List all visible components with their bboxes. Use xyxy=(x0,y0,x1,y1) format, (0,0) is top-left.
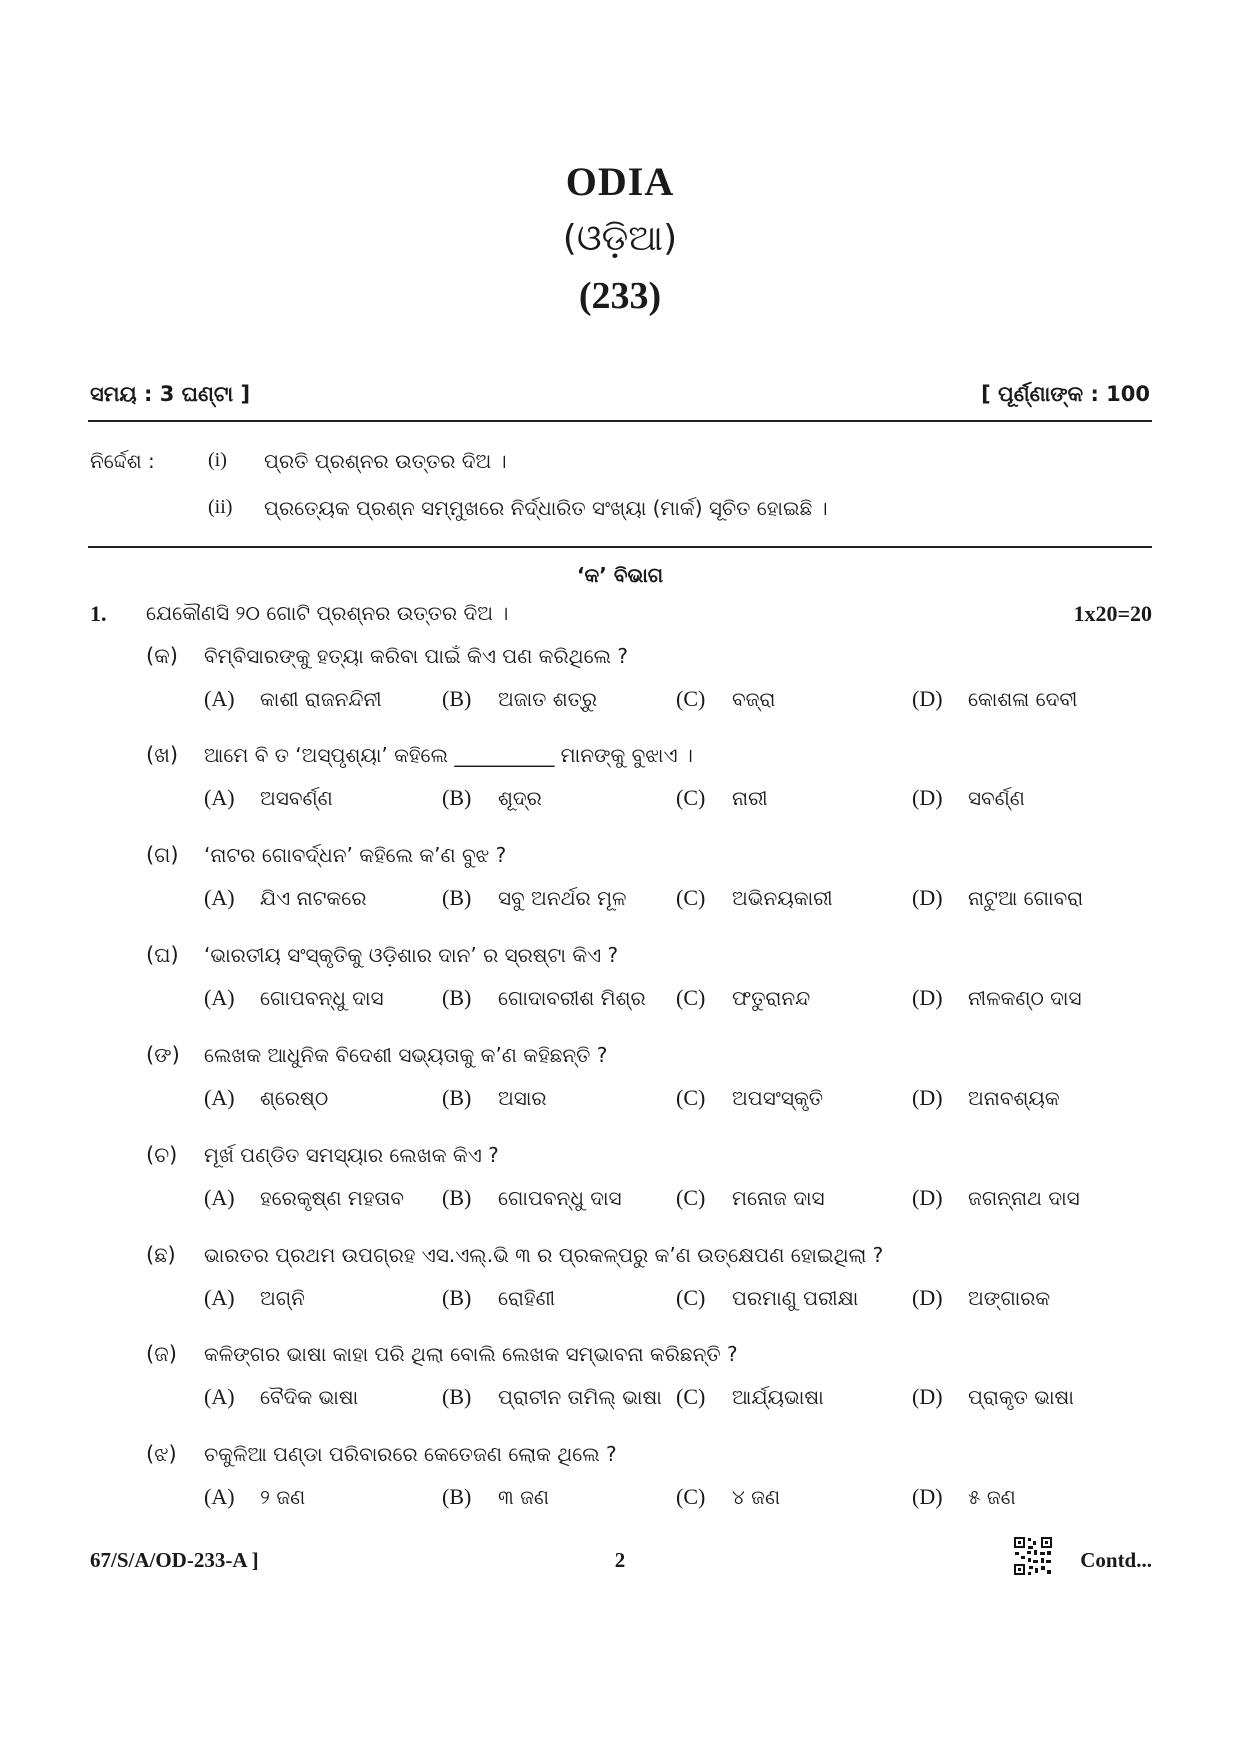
option-d: (D) ଅନାବଶ୍ୟକ xyxy=(912,1085,1060,1110)
option-c: (C) ୪ ଜଣ xyxy=(676,1484,781,1509)
option-b: (B) ଗୋଦାବରୀଶ ମିଶ୍ର xyxy=(442,985,646,1010)
sub-question-label: (କ) xyxy=(146,644,178,668)
paper-code: 67/S/A/OD-233-A ] xyxy=(90,1548,259,1572)
option-d: (D) ନୀଳକଣ୍ଠ ଦାସ xyxy=(912,985,1082,1010)
option-d: (D) କୋଶଳା ଦେବୀ xyxy=(912,686,1078,711)
sub-question xyxy=(146,644,1156,734)
option-c: (C) ଫତୁରାନନ୍ଦ xyxy=(676,985,811,1010)
option-d: (D) ୫ ଜଣ xyxy=(912,1484,1016,1509)
sub-question-label: (ଝ) xyxy=(146,1442,177,1466)
subject-code: (233) xyxy=(578,275,662,317)
sub-question-label: (ଘ) xyxy=(146,943,179,967)
sub-question-label: (ଖ) xyxy=(146,743,179,767)
option-b: (B) ଗୋପବନ୍ଧୁ ଦାସ xyxy=(442,1185,622,1210)
qr-code-icon xyxy=(1013,1536,1053,1576)
sub-question-label: (ଜ) xyxy=(146,1342,177,1366)
full-marks: [ ପୂର୍ଣ୍ଣାଙ୍କ : 100 xyxy=(981,382,1150,406)
option-b: (B) ଅଜାତ ଶତ୍ରୁ xyxy=(442,686,598,711)
option-c: (C) ଆର୍ଯ୍ୟଭାଷା xyxy=(676,1384,824,1409)
sub-question-text: ବିମ୍ବିସାରଙ୍କୁ ହତ୍ୟା କରିବା ପାଇଁ କିଏ ପଣ କରିଥିଲେ ? xyxy=(204,644,628,668)
sub-question-label: (ଙ) xyxy=(146,1043,180,1067)
sub-question xyxy=(146,1143,1156,1233)
sub-question xyxy=(146,1043,1156,1133)
option-a: (A) ଅସବର୍ଣ୍ଣ xyxy=(204,785,333,810)
sub-question xyxy=(146,943,1156,1033)
option-c: (C) ମନୋଜ ଦାସ xyxy=(676,1185,825,1210)
time-allowed: ସମୟ : 3 ଘଣ୍ଟା ] xyxy=(90,382,251,406)
sub-question xyxy=(146,1342,1156,1432)
paper-title: ODIA xyxy=(565,159,675,204)
option-b: (B) ଶୂଦ୍ର xyxy=(442,785,542,810)
sub-question-text: ଚକୁଳିଆ ପଣ୍ଡା ପରିବାରରେ କେତେଜଣ ଲୋକ ଥିଲେ ? xyxy=(204,1442,617,1466)
question-number: 1. xyxy=(90,601,107,626)
sub-question-text: ଭାରତର ପ୍ରଥମ ଉପଗ୍ରହ ଏସ.ଏଲ୍.ଭି ୩ ର ପ୍ରକଳ୍ପରୁ କ’ଣ ଉତ୍କ୍ଷେପଣ ହୋଇଥିଲା ? xyxy=(204,1243,884,1267)
sub-question-text: ଆମେ ବି ତ ‘ଅସ୍ପୃଶ୍ୟା’ କହିଲେ __________ ମାନଙ୍କୁ ବୁଝାଏ । xyxy=(204,743,693,767)
sub-question-text: ମୂର୍ଖ ପଣ୍ଡିତ ସମସ୍ୟାର ଲେଖକ କିଏ ? xyxy=(204,1143,499,1167)
instruction-text: ପ୍ରତି ପ୍ରଶ୍ନର ଉତ୍ତର ଦିଅ । xyxy=(264,449,507,473)
sub-question xyxy=(146,843,1156,933)
page-number: 2 xyxy=(614,1548,626,1572)
option-a: (A) ୨ ଜଣ xyxy=(204,1484,306,1509)
sub-question-label: (ଚ) xyxy=(146,1143,178,1167)
option-a: (A) ଗୋପବନ୍ଧୁ ଦାସ xyxy=(204,985,384,1010)
option-a: (A) ହରେକୃଷ୍ଣ ମହତାବ xyxy=(204,1185,405,1210)
sub-question xyxy=(146,1442,1156,1532)
option-d: (D) ଜଗନ୍ନାଥ ଦାସ xyxy=(912,1185,1080,1210)
option-b: (B) ଅସାର xyxy=(442,1085,547,1110)
option-b: (B) ରୋହିଣୀ xyxy=(442,1285,556,1310)
sub-question-text: କଳିଙ୍ଗର ଭାଷା କାହା ପରି ଥିଲା ବୋଲି ଲେଖକ ସମ୍ଭାବନା କରିଛନ୍ତି ? xyxy=(204,1342,738,1366)
option-a: (A) ଯିଏ ନାଟକରେ xyxy=(204,885,367,910)
sub-question xyxy=(146,1243,1156,1333)
option-a: (A) ଶ୍ରେଷ୍ଠ xyxy=(204,1085,329,1110)
option-a: (A) ଅଗ୍ନି xyxy=(204,1285,305,1310)
option-d: (D) ଅଙ୍ଗାରକ xyxy=(912,1285,1051,1310)
option-b: (B) ସବୁ ଅନର୍ଥର ମୂଳ xyxy=(442,885,627,910)
instruction-text: ପ୍ରତ୍ୟେକ ପ୍ରଶ୍ନ ସମ୍ମୁଖରେ ନିର୍ଦ୍ଧାରିତ ସଂଖ୍ୟା (ମାର୍କ) ସୂଚିତ ହୋଇଛି । xyxy=(264,496,828,520)
header-divider xyxy=(88,420,1152,422)
instructions-label: ନିର୍ଦ୍ଦେଶ : xyxy=(90,449,155,473)
sub-question-text: ‘ଭାରତୀୟ ସଂସ୍କୃତିକୁ ଓଡ଼ିଶାର ଦାନ’ ର ସ୍ରଷ୍ଟା କିଏ ? xyxy=(204,943,619,967)
sub-question-text: ‘ନାଟର ଗୋବର୍ଦ୍ଧନ’ କହିଲେ କ’ଣ ବୁଝ ? xyxy=(204,843,507,867)
sub-question-label: (ଗ) xyxy=(146,843,179,867)
option-c: (C) ବଜ୍ରା xyxy=(676,686,776,711)
question-marks: 1x20=20 xyxy=(1073,601,1152,626)
paper-subtitle: (ଓଡ଼ିଆ) xyxy=(562,218,678,259)
sub-question xyxy=(146,743,1156,833)
option-a: (A) କାଶୀ ରାଜନନ୍ଦିନୀ xyxy=(204,686,382,711)
option-b: (B) ପ୍ରାଚୀନ ତାମିଲ୍ ଭାଷା xyxy=(442,1384,662,1409)
option-a: (A) ବୈଦିକ ଭାଷା xyxy=(204,1384,359,1409)
option-d: (D) ସବର୍ଣ୍ଣ xyxy=(912,785,1025,810)
instruction-number: (i) xyxy=(208,449,227,471)
option-c: (C) ପରମାଣୁ ପରୀକ୍ଷା xyxy=(676,1285,859,1310)
continued-label: Contd... xyxy=(1080,1548,1152,1572)
sub-question-label: (ଛ) xyxy=(146,1243,176,1267)
instruction-number: (ii) xyxy=(208,496,233,518)
instructions-divider xyxy=(88,546,1152,548)
section-title: ‘କ’ ବିଭାଗ xyxy=(576,563,664,587)
sub-question-text: ଲେଖକ ଆଧୁନିକ ବିଦେଶୀ ସଭ୍ୟତାକୁ କ’ଣ କହିଛନ୍ତି ? xyxy=(204,1043,608,1067)
option-c: (C) ଅଭିନୟକାରୀ xyxy=(676,885,833,910)
option-d: (D) ପ୍ରାକୃତ ଭାଷା xyxy=(912,1384,1074,1409)
option-d: (D) ନାଟୁଆ ଗୋବରା xyxy=(912,885,1084,910)
option-b: (B) ୩ ଜଣ xyxy=(442,1484,550,1509)
option-c: (C) ଅପସଂସ୍କୃତି xyxy=(676,1085,823,1110)
question-text: ଯେକୌଣସି ୨୦ ଗୋଟି ପ୍ରଶ୍ନର ଉତ୍ତର ଦିଅ । xyxy=(146,601,509,625)
option-c: (C) ନାରୀ xyxy=(676,785,768,810)
